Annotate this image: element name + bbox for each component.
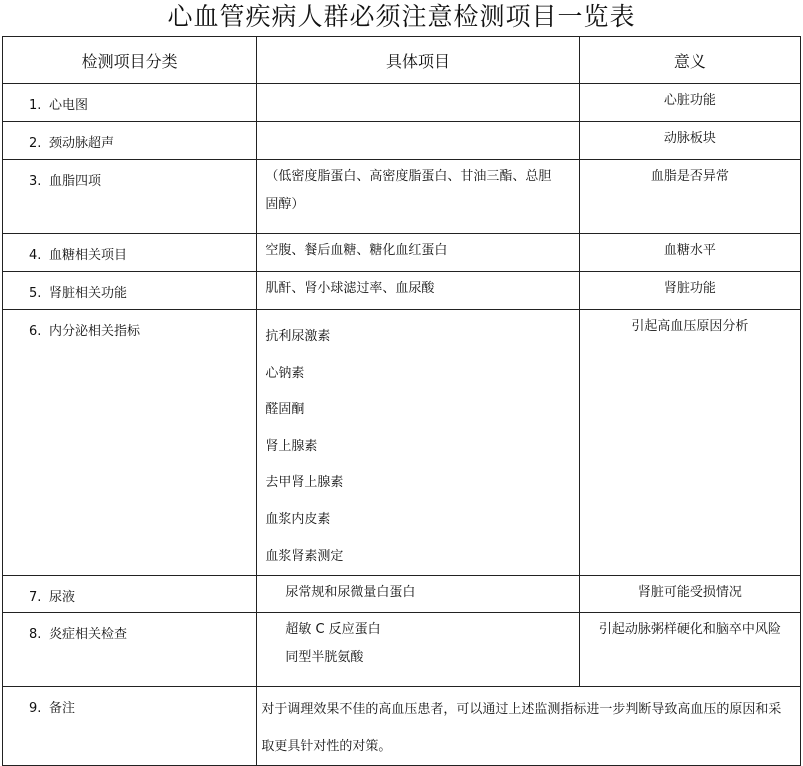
row-number: 6. xyxy=(29,324,42,339)
meaning-text: 心脏功能 xyxy=(663,93,716,108)
category-cell xyxy=(3,272,257,310)
category-cell xyxy=(3,160,257,234)
meaning-text: 引起高血压原因分析 xyxy=(631,319,749,334)
items-cell xyxy=(257,613,579,687)
item-text: 抗利尿激素 xyxy=(265,329,331,344)
category-cell xyxy=(3,613,257,687)
header-category: 检测项目分类 xyxy=(3,37,257,84)
table-row xyxy=(3,160,801,234)
category-cell xyxy=(3,234,257,272)
category-cell xyxy=(3,576,257,613)
item-text: 心钠素 xyxy=(265,365,305,381)
category-label: 备注 xyxy=(49,701,76,717)
meaning-text: 引起动脉粥样硬化和脑卒中风险 xyxy=(598,622,781,638)
row-number: 4. xyxy=(29,248,42,263)
item-text: 血浆肾素测定 xyxy=(265,548,344,564)
header-items: 具体项目 xyxy=(257,37,579,84)
category-label: 血脂四项 xyxy=(49,174,102,189)
note-text: 对于调理效果不佳的高血压患者，可以通过上述监测指标进一步判断导致高血压的原因和采取更具针对性的对策。 xyxy=(261,702,782,755)
item-text: 超敏 C 反应蛋白 xyxy=(285,622,381,638)
category-label: 血糖相关项目 xyxy=(49,248,128,263)
item-text: （低密度脂蛋白、高密度脂蛋白、甘油三酯、总胆 xyxy=(265,169,552,184)
header-meaning: 意义 xyxy=(579,37,800,84)
row-number: 1. xyxy=(29,98,42,113)
row-number: 7. xyxy=(29,590,42,606)
meaning-text: 血脂是否异常 xyxy=(650,169,729,184)
category-cell xyxy=(3,84,257,122)
item-text: 去甲肾上腺素 xyxy=(265,475,344,491)
category-label: 肾脏相关功能 xyxy=(49,286,128,301)
items-cell xyxy=(257,310,579,576)
item-text: 尿常规和尿微量白蛋白 xyxy=(285,585,416,601)
item-text: 固醇） xyxy=(265,197,305,212)
item-text: 血浆内皮素 xyxy=(265,511,331,527)
table-row xyxy=(3,310,801,576)
category-label: 尿液 xyxy=(49,590,76,606)
item-text: 肌酐、肾小球滤过率、血尿酸 xyxy=(265,281,435,296)
category-cell xyxy=(3,687,257,766)
row-number: 9. xyxy=(29,701,42,717)
meaning-cell xyxy=(579,160,800,234)
items-cell xyxy=(257,272,579,310)
meaning-cell xyxy=(579,310,800,576)
row-number: 5. xyxy=(29,286,42,301)
category-label: 颈动脉超声 xyxy=(49,136,115,151)
meaning-text: 血糖水平 xyxy=(663,243,716,258)
item-text: 同型半胱氨酸 xyxy=(285,650,364,666)
items-cell xyxy=(257,84,579,122)
page-title: 心血管疾病人群必须注意检测项目一览表 xyxy=(167,2,636,31)
meaning-text: 肾脏可能受损情况 xyxy=(637,585,742,601)
category-label: 炎症相关检查 xyxy=(49,627,128,643)
note-cell xyxy=(257,687,801,766)
row-number: 3. xyxy=(29,174,42,189)
category-cell xyxy=(3,122,257,160)
category-label: 内分泌相关指标 xyxy=(49,324,141,339)
table-row xyxy=(3,613,801,687)
item-text: 空腹、餐后血糖、糖化血红蛋白 xyxy=(265,243,448,258)
row-number: 8. xyxy=(29,627,42,643)
category-label: 心电图 xyxy=(49,98,89,113)
meaning-text: 肾脏功能 xyxy=(663,281,716,296)
meaning-text: 动脉板块 xyxy=(663,131,716,146)
items-cell xyxy=(257,160,579,234)
item-text: 肾上腺素 xyxy=(265,438,318,454)
category-cell xyxy=(3,310,257,576)
table-row xyxy=(3,687,801,766)
checklist-table xyxy=(2,36,801,766)
row-number: 2. xyxy=(29,136,42,151)
meaning-cell xyxy=(579,613,800,687)
item-text: 醛固酮 xyxy=(265,402,305,418)
